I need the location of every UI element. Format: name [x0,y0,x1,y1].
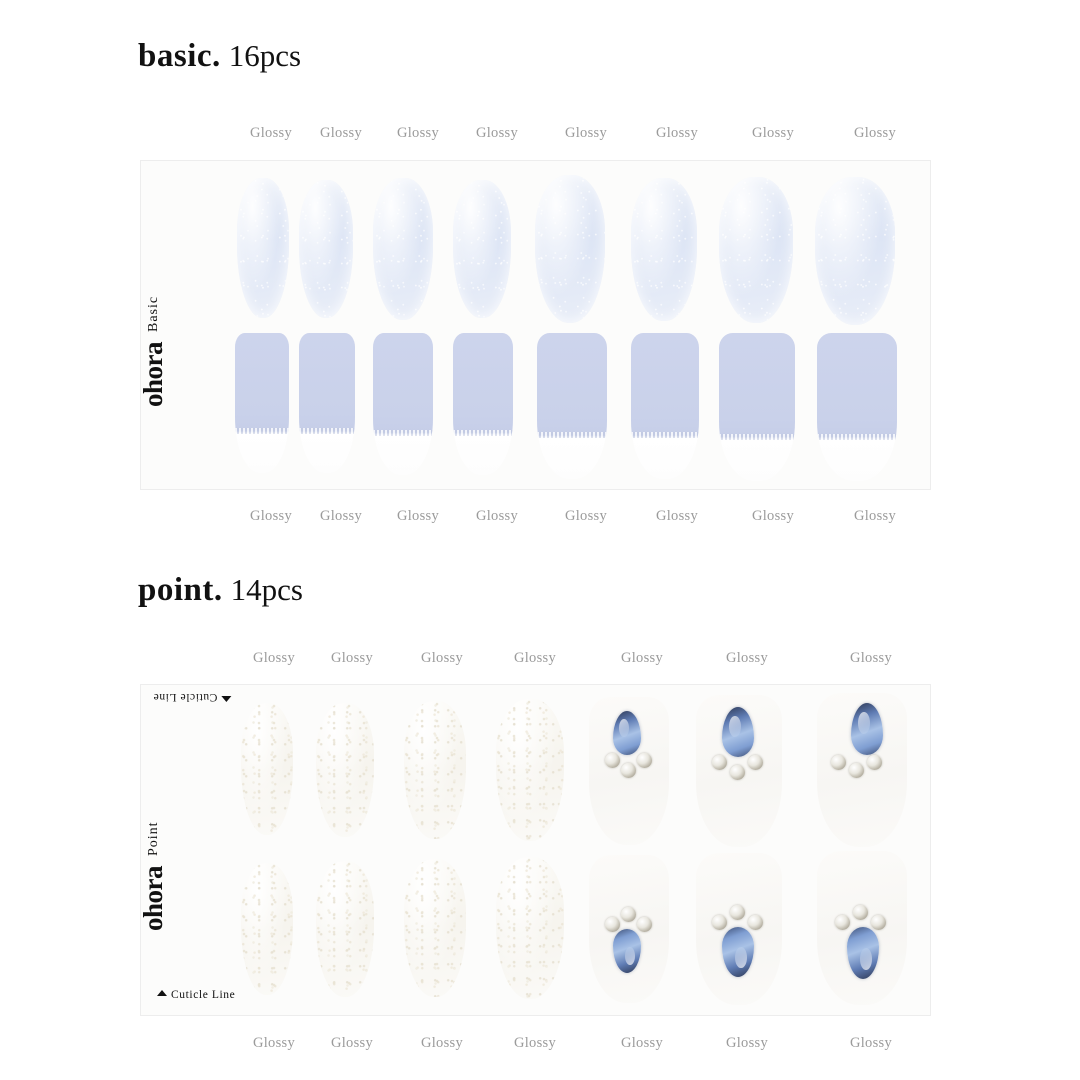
finish-label: Glossy [655,125,699,141]
brand-name: ohora [138,342,168,407]
finish-label: Glossy [620,1035,664,1051]
finish-label: Glossy [725,650,769,666]
teardrop-gem [851,703,883,755]
nail-chip[interactable] [299,333,355,473]
french-tip-line [631,432,699,438]
french-tip-line [373,430,433,436]
nail-chip[interactable] [719,177,793,323]
round-gem [637,753,652,768]
finish-label: Glossy [396,508,440,524]
brand-label-basic [138,296,169,407]
finish-label: Glossy [849,650,893,666]
brand-kind: Basic [146,295,161,332]
nail-chip[interactable] [817,333,897,481]
nail-chip[interactable] [453,180,511,318]
nail-chip[interactable] [237,178,289,318]
finish-label: Glossy [249,125,293,141]
nail-chip[interactable] [404,701,466,839]
finish-label: Glossy [513,650,557,666]
french-tip-line [537,432,607,438]
round-gem [621,763,636,778]
finish-label: Glossy [319,125,363,141]
finish-label: Glossy [319,508,363,524]
round-gem [621,907,636,922]
round-gem [849,763,864,778]
nail-chip-gem[interactable] [696,695,782,847]
nail-chip[interactable] [537,333,607,479]
round-gem [871,915,886,930]
cuticle-line-label: Cuticle Line [153,691,218,703]
finish-label: Glossy [849,1035,893,1051]
cuticle-line-marker-top [153,691,235,703]
finish-label: Glossy [330,650,374,666]
finish-label: Glossy [420,650,464,666]
finish-label: Glossy [620,650,664,666]
round-gem [605,753,620,768]
nail-chip[interactable] [299,180,353,318]
round-gem [730,905,745,920]
round-gem [853,905,868,920]
nail-sheet-basic [140,160,931,490]
nail-chip-gem[interactable] [696,853,782,1005]
finish-label: Glossy [396,125,440,141]
teardrop-gem [722,707,754,757]
finish-label: Glossy [249,508,293,524]
section-count: 14pcs [230,572,303,607]
finish-label: Glossy [853,508,897,524]
section-name: point. [138,572,223,608]
nail-chip[interactable] [719,333,795,481]
french-tip-line [235,428,289,434]
nail-chip[interactable] [373,333,433,475]
finish-label: Glossy [655,508,699,524]
section-count: 16pcs [228,38,302,73]
section-title-basic [138,38,301,75]
nail-sheet-point [140,684,931,1016]
round-gem [831,755,846,770]
finish-label: Glossy [564,125,608,141]
finish-label: Glossy [252,650,296,666]
nail-chip[interactable] [496,857,564,999]
round-gem [835,915,850,930]
teardrop-gem [722,927,754,977]
round-gem [867,755,882,770]
nail-chip[interactable] [404,859,466,997]
cuticle-line-label: Cuticle Line [171,989,236,1001]
round-gem [605,917,620,932]
triangle-icon [221,696,231,702]
finish-label: Glossy [330,1035,374,1051]
round-gem [712,755,727,770]
brand-kind: Point [146,821,161,856]
brand-name: ohora [138,866,168,931]
finish-label: Glossy [853,125,897,141]
nail-chip[interactable] [631,333,699,479]
finish-label: Glossy [475,125,519,141]
finish-label: Glossy [420,1035,464,1051]
brand-label-point [138,821,169,931]
nail-chip[interactable] [535,175,605,323]
nail-chip[interactable] [235,333,289,473]
nail-chip-gem[interactable] [817,851,907,1005]
section-name: basic. [138,38,221,74]
nail-chip[interactable] [241,703,293,835]
nail-chip[interactable] [316,861,374,997]
french-tip-line [453,430,513,436]
finish-label: Glossy [252,1035,296,1051]
nail-chip[interactable] [316,703,374,837]
round-gem [748,755,763,770]
nail-chip[interactable] [815,177,895,325]
teardrop-gem [613,929,641,973]
nail-chip[interactable] [496,699,564,841]
nail-chip[interactable] [241,863,293,995]
round-gem [637,917,652,932]
round-gem [730,765,745,780]
triangle-icon [157,990,167,996]
finish-label: Glossy [564,508,608,524]
nail-chip[interactable] [373,178,433,320]
nail-chip[interactable] [453,333,513,475]
section-title-point [138,572,303,609]
round-gem [748,915,763,930]
nail-chip-gem[interactable] [589,697,669,845]
round-gem [712,915,727,930]
finish-label: Glossy [725,1035,769,1051]
finish-label: Glossy [751,125,795,141]
nail-chip[interactable] [631,178,697,321]
nail-chip-gem[interactable] [589,855,669,1003]
finish-label: Glossy [513,1035,557,1051]
finish-label: Glossy [751,508,795,524]
nail-chip-gem[interactable] [817,693,907,847]
teardrop-gem [613,711,641,755]
french-tip-line [719,434,795,440]
french-tip-line [299,428,355,434]
french-tip-line [817,434,897,440]
teardrop-gem [847,927,879,979]
cuticle-line-marker-bottom [153,989,235,1001]
finish-label: Glossy [475,508,519,524]
